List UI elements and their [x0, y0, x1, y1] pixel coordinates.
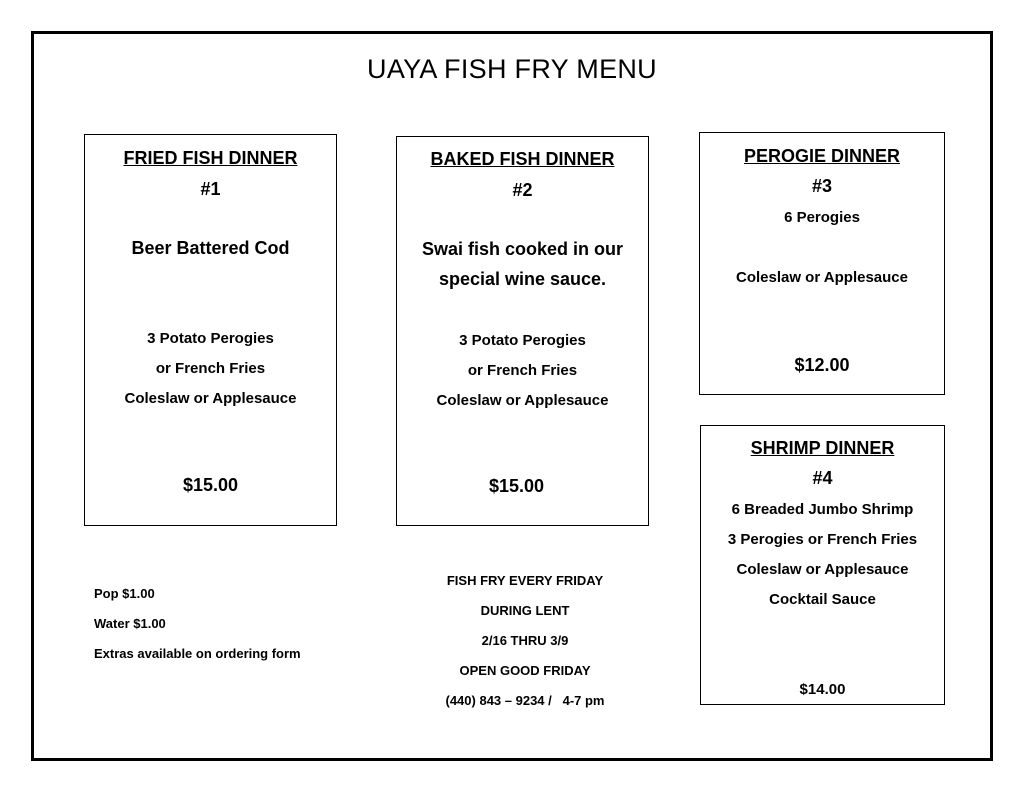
- card-side: Coleslaw or Applesauce: [124, 390, 297, 407]
- info-line: OPEN GOOD FRIDAY: [459, 663, 591, 678]
- page-title: UAYA FISH FRY MENU: [367, 54, 657, 84]
- info-line: 2/16 THRU 3/9: [481, 633, 569, 648]
- card-price: $14.00: [799, 681, 846, 698]
- card-description: Beer Battered Cod: [131, 238, 290, 258]
- card-side: or French Fries: [155, 360, 266, 377]
- info-line: FISH FRY EVERY FRIDAY: [446, 573, 604, 588]
- card-side: or French Fries: [467, 362, 578, 379]
- info-phone-hours: (440) 843 – 9234 / 4-7 pm: [445, 693, 605, 708]
- extras-list: [94, 584, 334, 674]
- card-heading: PEROGIE DINNER: [743, 146, 901, 166]
- card-price: $15.00: [182, 475, 239, 495]
- card-number: #4: [812, 468, 833, 488]
- menu-card-shrimp: [700, 425, 945, 705]
- card-heading: SHRIMP DINNER: [750, 438, 895, 458]
- card-side: Cocktail Sauce: [769, 591, 876, 608]
- extras-item: Pop $1.00: [94, 586, 155, 601]
- card-description: special wine sauce.: [438, 269, 607, 289]
- menu-card-baked-fish: [396, 136, 649, 526]
- card-price: $12.00: [794, 355, 850, 375]
- card-side: 3 Perogies or French Fries: [727, 531, 918, 548]
- card-description: 6 Breaded Jumbo Shrimp: [731, 501, 914, 518]
- card-number: #1: [200, 179, 221, 199]
- card-side: 3 Potato Perogies: [459, 332, 586, 349]
- card-side: Coleslaw or Applesauce: [735, 269, 908, 286]
- card-description: Swai fish cooked in our: [421, 239, 624, 259]
- card-price: $15.00: [488, 476, 545, 496]
- card-number: #2: [512, 180, 533, 200]
- card-heading: BAKED FISH DINNER: [430, 149, 615, 169]
- card-number: #3: [811, 176, 833, 196]
- card-heading: FRIED FISH DINNER: [123, 148, 298, 168]
- card-side: Coleslaw or Applesauce: [436, 392, 609, 409]
- card-side: 3 Potato Perogies: [147, 330, 274, 347]
- extras-item: Extras available on ordering form: [94, 646, 301, 661]
- card-description: 6 Perogies: [784, 209, 860, 226]
- extras-item: Water $1.00: [94, 616, 166, 631]
- menu-card-fried-fish: [84, 134, 337, 526]
- info-line: DURING LENT: [480, 603, 570, 618]
- card-side: Coleslaw or Applesauce: [736, 561, 909, 578]
- menu-card-perogie: [699, 132, 945, 395]
